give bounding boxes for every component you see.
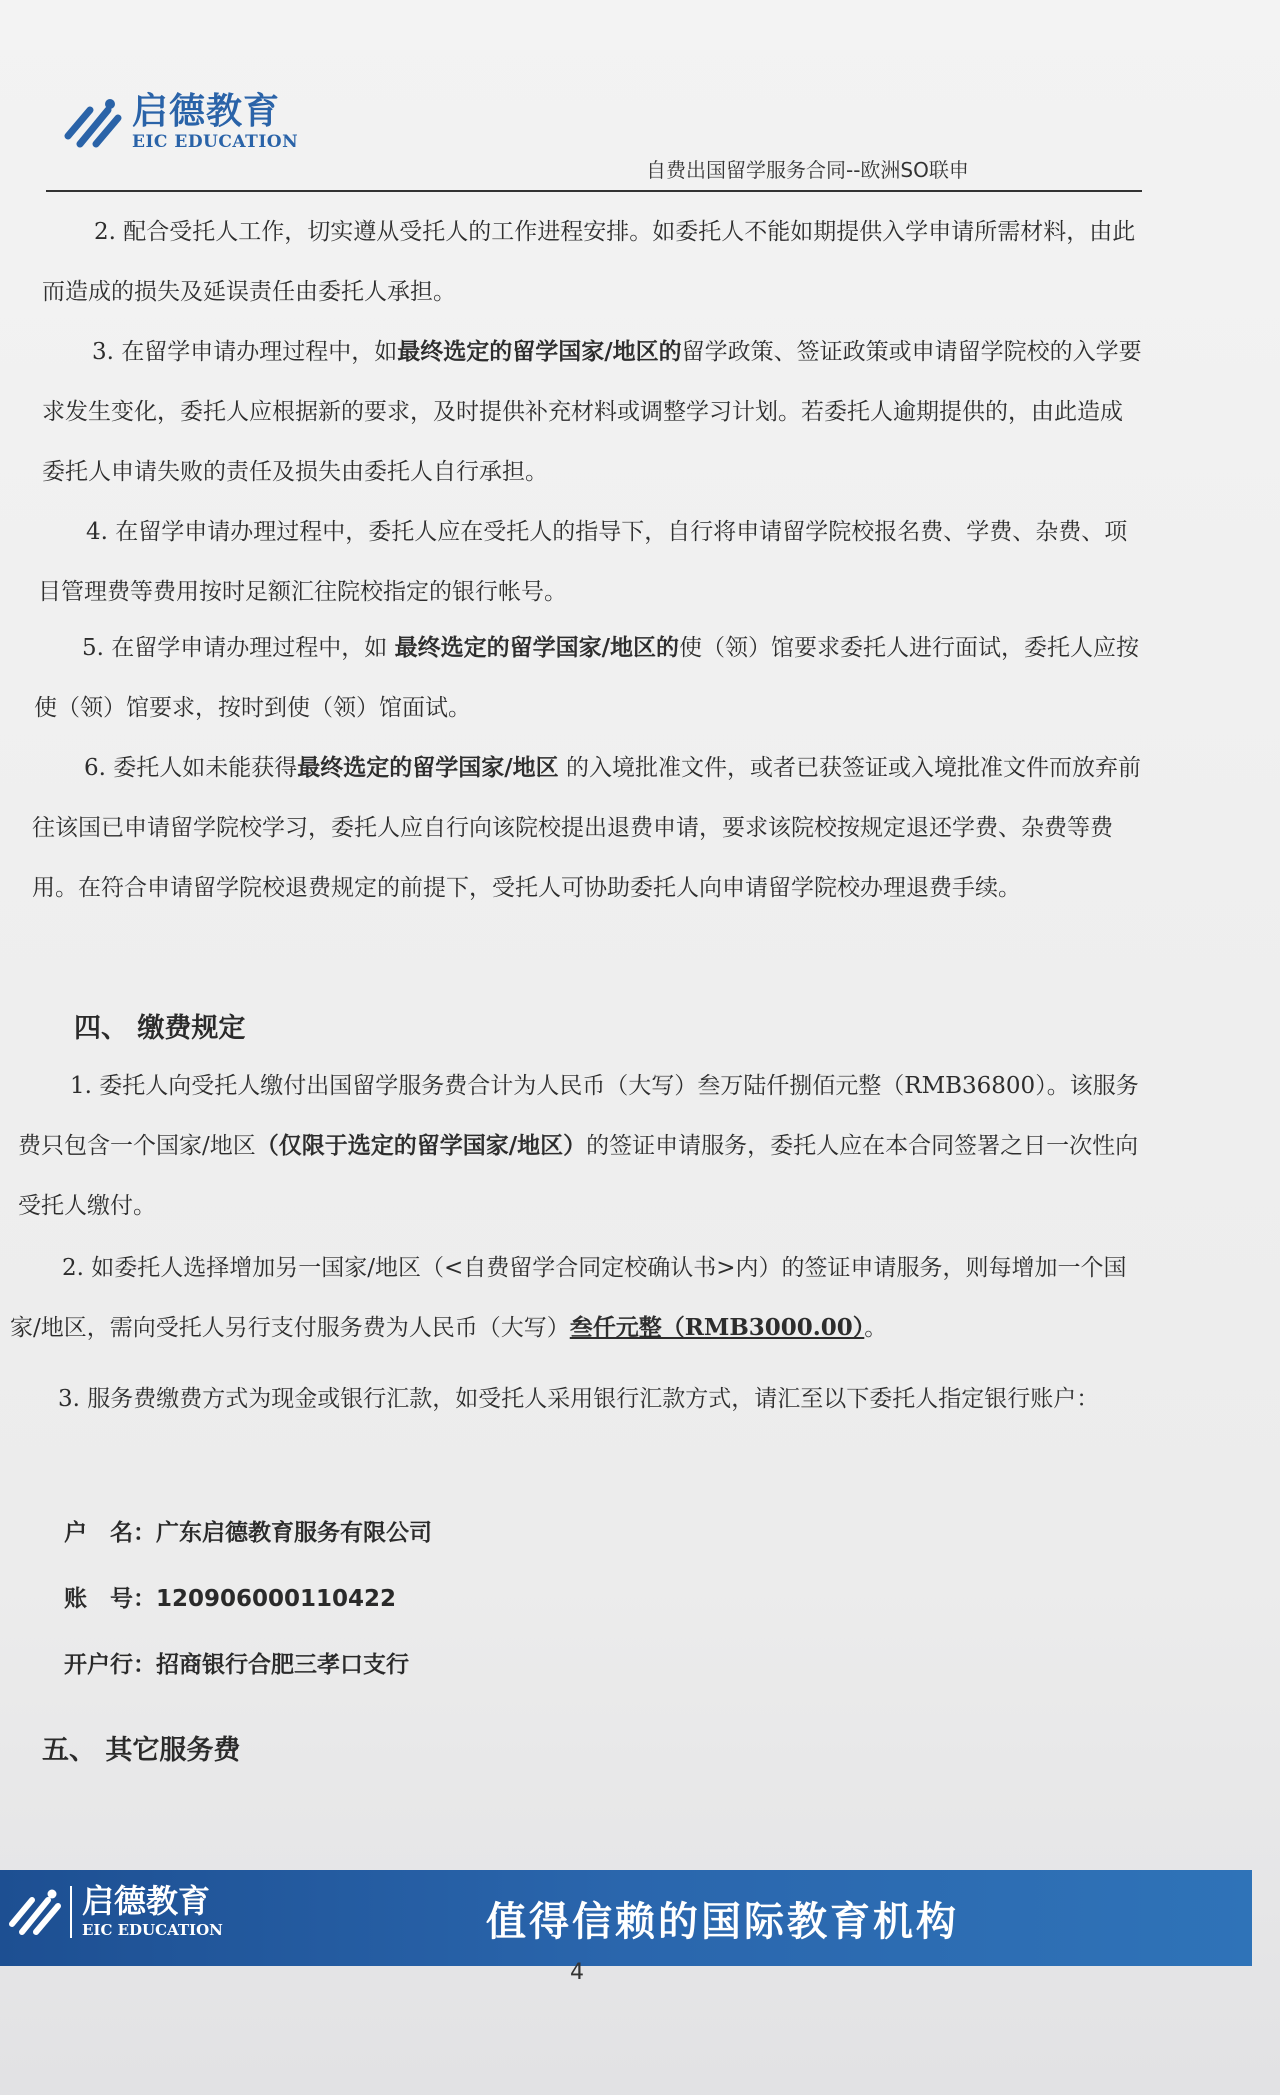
additional-fee-amount: 叁仟元整（RMB3000.00） [569,1314,865,1341]
clause-5: 5. 在留学申请办理过程中，如 最终选定的留学国家/地区的使（领）馆要求委托人进行面试，委托人应按使（领）馆要求，按时到使（领）馆面试。 [34,634,1139,721]
account-number: 账 号：120906000110422 [64,1586,397,1612]
section-4-heading: 四、 缴费规定 [74,1013,246,1044]
eic-logo-icon [60,92,126,152]
header-divider [46,190,1142,192]
footer-logo-separator [70,1886,72,1938]
footer-slogan: 值得信赖的国际教育机构 [486,1899,959,1945]
page-number: 4 [570,1960,584,1985]
section-5-heading: 五、 其它服务费 [42,1735,241,1766]
contract-title: 自费出国留学服务合同--欧洲SO联申 [646,158,969,182]
eic-logo-icon [6,1884,64,1940]
clause-4: 4. 在留学申请办理过程中，委托人应在受托人的指导下，自行将申请留学院校报名费、学费、杂费、项目管理费等费用按时足额汇往院校指定的银行帐号。 [38,519,1128,605]
fee-clause-2: 2. 如委托人选择增加另一国家/地区（<自费留学合同定校确认书>内）的签证申请服务，则每增加一个国家/地区，需向受托人另行支付服务费为人民币（大写）叁仟元整（RMB3000.00）。 [10,1255,1127,1341]
footer-logo-english: EIC EDUCATION [82,1921,223,1939]
logo-chinese-name: 启德教育 [132,90,281,132]
footer-logo [6,1884,223,1940]
logo-english-name: EIC EDUCATION [132,131,299,152]
clause-3: 3. 在留学申请办理过程中，如最终选定的留学国家/地区的留学政策、签证政策或申请留学院校的入学要求发生变化，委托人应根据新的要求，及时提供补充材料或调整学习计划。若委托人逾期提供的，由此造成委托人申请失败的责任及损失由委托人自行承担。 [42,338,1142,485]
clause-2: 2. 配合受托人工作，切实遵从受托人的工作进程安排。如委托人不能如期提供入学申请所需材料，由此而造成的损失及延误责任由委托人承担。 [42,219,1136,305]
account-bank: 开户行：招商银行合肥三孝口支行 [64,1652,409,1678]
fee-clause-3: 3. 服务费缴费方式为现金或银行汇款，如受托人采用银行汇款方式，请汇至以下委托人指定银行账户： [58,1386,1100,1412]
fee-clause-1: 1. 委托人向受托人缴付出国留学服务费合计为人民币（大写）叁万陆仟捌佰元整（RMB36800）。该服务费只包含一个国家/地区（仅限于选定的留学国家/地区）的签证申请服务，委托人应在本合同签署之日一次性向受托人缴付。 [18,1073,1139,1219]
header-logo [60,92,298,152]
footer-logo-chinese: 启德教育 [82,1882,211,1920]
clause-6: 6. 委托人如未能获得最终选定的留学国家/地区 的入境批准文件，或者已获签证或入境批准文件而放弃前往该国已申请留学院校学习，委托人应自行向该院校提出退费申请，要求该院校按规定退还学费、杂费等费用。在符合申请留学院校退费规定的前提下，受托人可协助委托人向申请留学院校办理退费手续。 [32,754,1141,901]
footer-banner [0,1870,1252,1966]
account-name: 户 名：广东启德教育服务有限公司 [64,1520,432,1546]
